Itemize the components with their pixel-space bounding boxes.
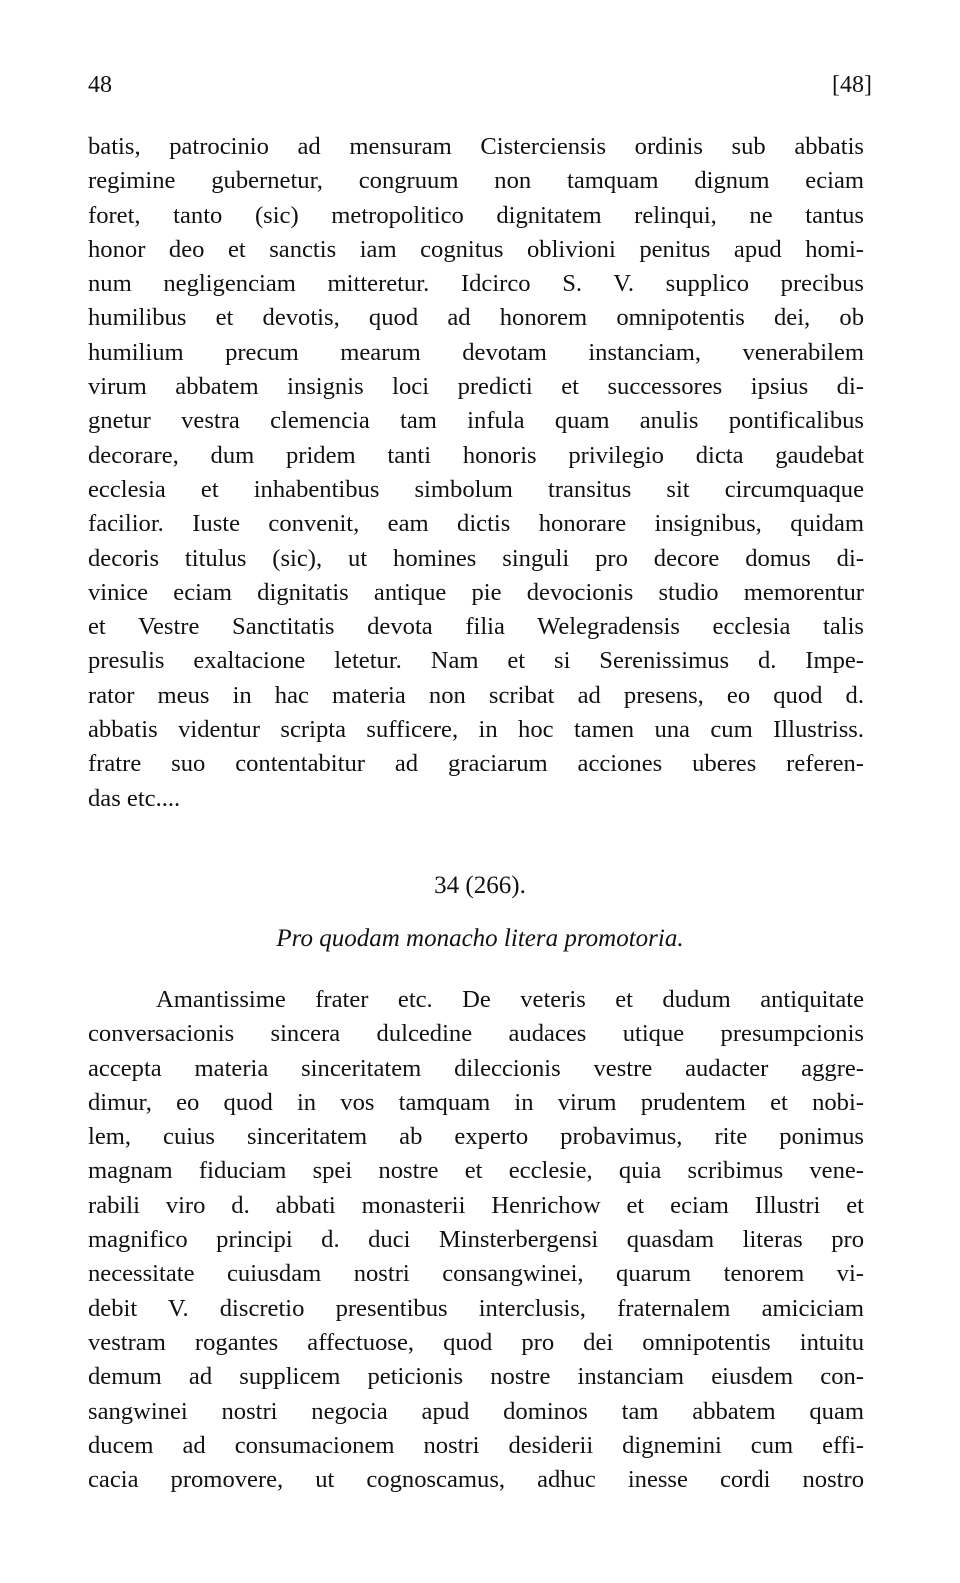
page-number-right: [48]: [832, 72, 872, 98]
text-line: vestram rogantes affectuose, quod pro dei omnipotentis intuitu: [88, 1328, 864, 1356]
text-line: rator meus in hac materia non scribat ad presens, eo quod d.: [88, 681, 864, 709]
text-line: conversacionis sincera dulcedine audaces utique presumpcionis: [88, 1020, 864, 1048]
text-line: sangwinei nostri negocia apud dominos tam abbatem quam: [88, 1397, 864, 1425]
text-line: Amantissime frater etc. De veteris et dudum antiquitate: [156, 986, 864, 1013]
text-line: dimur, eo quod in vos tamquam in virum prudentem et nobi-: [88, 1088, 864, 1116]
text-line: decorare, dum pridem tanti honoris privilegio dicta gaudebat: [88, 441, 864, 469]
text-line: num negligenciam mitteretur. Idcirco S. V. supplico precibus: [88, 270, 864, 298]
text-line: decoris titulus (sic), ut homines singuli pro decore domus di-: [88, 544, 864, 572]
text-line: regimine gubernetur, congruum non tamquam dignum eciam: [88, 167, 864, 195]
text-line: ducem ad consumacionem nostri desiderii dignemini cum effi-: [88, 1431, 864, 1459]
paragraph-continued: [88, 130, 864, 816]
text-line: accepta materia sinceritatem dileccionis vestre audacter aggre-: [88, 1054, 864, 1082]
page-number-left: 48: [88, 72, 112, 98]
text-line: fratre suo contentabitur ad graciarum acciones uberes referen-: [88, 750, 864, 778]
text-line: facilior. Iuste convenit, eam dictis honorare insignibus, quidam: [88, 510, 864, 538]
paragraph-letter: [88, 983, 864, 1497]
text-line: humilibus et devotis, quod ad honorem omnipotentis dei, ob: [88, 304, 864, 332]
text-line: virum abbatem insignis loci predicti et successores ipsius di-: [88, 373, 864, 401]
text-line: debit V. discretio presentibus interclusis, fraternalem amiciciam: [88, 1294, 864, 1322]
section-number: 34 (266).: [434, 872, 526, 899]
text-line: foret, tanto (sic) metropolitico dignitatem relinqui, ne tantus: [88, 201, 864, 229]
text-line: magnifico principi d. duci Minsterbergensi quasdam literas pro: [88, 1226, 864, 1254]
text-line: cacia promovere, ut cognoscamus, adhuc inesse cordi nostro: [88, 1466, 864, 1494]
page-header: [88, 72, 872, 102]
text-line: humilium precum mearum devotam instanciam, venerabilem: [88, 338, 864, 366]
text-line: lem, cuius sinceritatem ab experto probavimus, rite ponimus: [88, 1123, 864, 1151]
text-line: honor deo et sanctis iam cognitus oblivioni penitus apud homi-: [88, 235, 864, 263]
text-line: das etc....: [88, 784, 181, 812]
text-line: rabili viro d. abbati monasterii Henrichow et eciam Illustri et: [88, 1191, 864, 1219]
text-line: ecclesia et inhabentibus simbolum transitus sit circumquaque: [88, 475, 864, 503]
text-line: necessitate cuiusdam nostri consangwinei, quarum tenorem vi-: [88, 1260, 864, 1288]
text-line: abbatis videntur scripta sufficere, in hoc tamen una cum Illustriss.: [88, 716, 864, 744]
text-line: presulis exaltacione letetur. Nam et si Serenissimus d. Impe-: [88, 647, 864, 675]
text-line: batis, patrocinio ad mensuram Cisterciensis ordinis sub abbatis: [88, 133, 864, 160]
text-line: vinice eciam dignitatis antique pie devocionis studio memorentur: [88, 578, 864, 606]
text-line: magnam fiduciam spei nostre et ecclesie, quia scribimus vene-: [88, 1157, 864, 1185]
text-line: gnetur vestra clemencia tam infula quam anulis pontificalibus: [88, 407, 864, 435]
text-line: et Vestre Sanctitatis devota filia Welegradensis ecclesia talis: [88, 613, 864, 641]
text-line: demum ad supplicem peticionis nostre instanciam eiusdem con-: [88, 1363, 864, 1391]
section-title: Pro quodam monacho litera promotoria.: [276, 925, 684, 952]
